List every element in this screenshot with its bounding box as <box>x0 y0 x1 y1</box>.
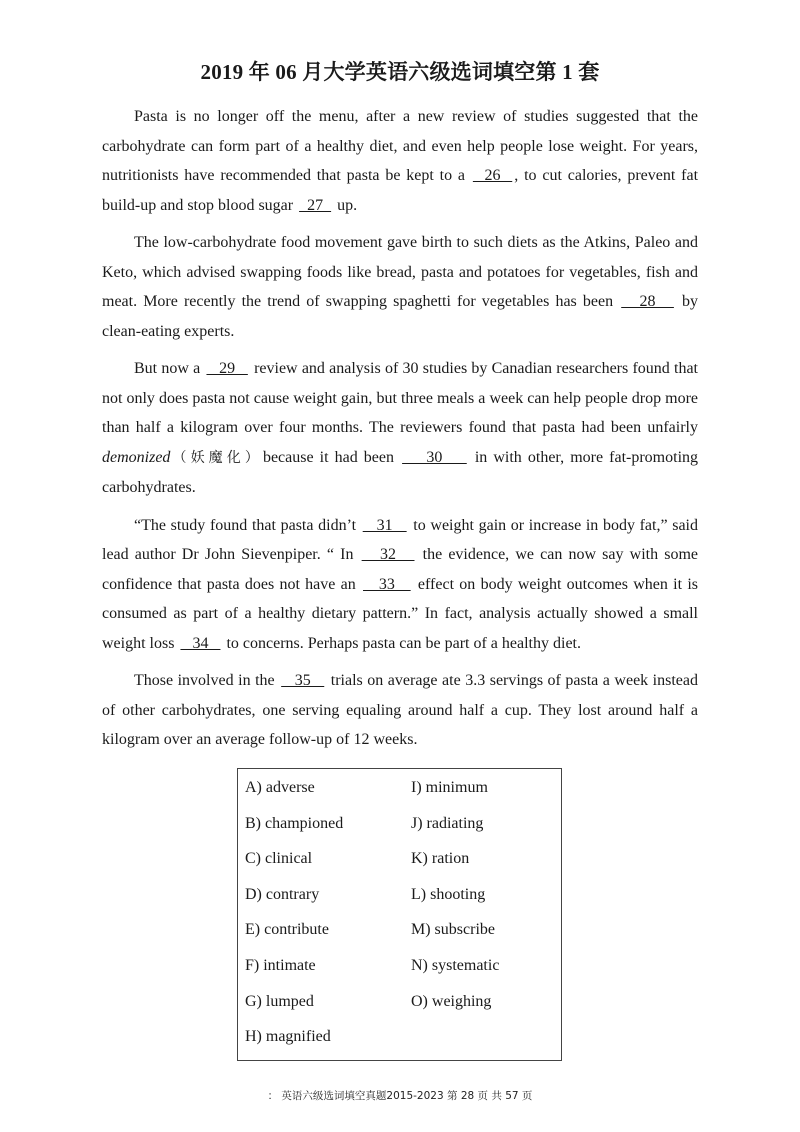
blank-30: 30 <box>402 448 467 466</box>
blank-34: 34 <box>180 634 221 652</box>
option-l: L) shooting <box>411 885 486 903</box>
paragraph-text: Pasta is no longer off the menu, after a new review of studies suggested that the carbohydrate can form part of a healthy diet, and even help people lose weight. For years, nutritionists have recommended that pasta be kept to a <box>102 108 698 184</box>
paragraph-text: by clean-eating experts. <box>102 293 699 340</box>
paragraph-3 <box>102 354 698 503</box>
page-footer: ： 英语六级选词填空真题2015-2023 第 28 页 共 57 页 <box>267 1090 533 1102</box>
paragraph-1 <box>102 102 698 220</box>
option-e: E) contribute <box>245 921 329 939</box>
paragraph-text: effect on body weight outcomes when it is consumed as part of a healthy dietary pattern.” In fact, analysis actually showed a small weight loss <box>102 575 699 652</box>
paragraph-4 <box>102 511 698 659</box>
word-bank <box>237 768 562 1061</box>
option-n: N) systematic <box>411 956 500 974</box>
option-i: I) minimum <box>411 779 488 796</box>
option-o: O) weighing <box>411 992 492 1010</box>
paragraph-text: Those involved in the <box>134 672 280 689</box>
paragraph-text: because it had been <box>262 448 401 466</box>
option-k: K) ration <box>411 850 470 868</box>
blank-26: 26 <box>472 167 513 184</box>
paragraph-5 <box>102 666 698 755</box>
option-j: J) radiating <box>411 814 484 832</box>
word-bank-right-column <box>411 777 499 1026</box>
option-m: M) subscribe <box>411 921 495 939</box>
paragraph-text: But now a <box>134 360 205 377</box>
paragraph-text: review and analysis of 30 studies by Canadian researchers found that not only does pasta not cause weight gain, but three meals a week can help people drop more than half a kilogram over four months. The reviewers found that pasta had been unfairly <box>102 360 699 436</box>
option-f: F) intimate <box>245 956 316 974</box>
option-g: G) lumped <box>245 992 314 1010</box>
paragraph-text: up. <box>333 196 358 214</box>
option-a: A) adverse <box>245 779 315 796</box>
paragraph-text: The low-carbohydrate food movement gave birth to such diets as the Atkins, Paleo and Keto, which advised swapping foods like bread, pasta and potatoes for vegetables, fish and meat. More recently the trend of swapping spaghetti for vegetables has been <box>102 234 698 310</box>
italic-term: demonized <box>102 448 171 466</box>
chinese-gloss: （妖魔化） <box>170 449 263 466</box>
paragraph-text: “The study found that pasta didn’t <box>134 516 361 534</box>
blank-35: 35 <box>281 672 325 689</box>
paragraph-text: trials on average ate 3.3 servings of pasta a week instead of other carbohydrates, one serving equaling around half a cup. They lost around half a kilogram over an average follow-up of 12 weeks. <box>102 672 698 748</box>
paragraph-text: the evidence, we can now say with some confidence that pasta does not have an <box>102 546 699 593</box>
blank-27: 27 <box>299 196 332 214</box>
option-b: B) championed <box>245 814 344 832</box>
paragraph-text: to weight gain or increase in body fat,” said lead author Dr John Sievenpiper. “ In <box>102 516 699 563</box>
blank-29: 29 <box>206 360 248 377</box>
blank-31: 31 <box>362 516 407 534</box>
blank-33: 33 <box>363 575 411 593</box>
option-h: H) magnified <box>245 1028 331 1046</box>
paragraph-text: in with other, more fat-promoting carbohydrates. <box>102 448 699 496</box>
option-d: D) contrary <box>245 885 320 903</box>
paragraph-text: to concerns. Perhaps pasta can be part of a healthy diet. <box>222 634 581 652</box>
blank-32: 32 <box>361 546 415 563</box>
page-title: 2019 年 06 月大学英语六级选词填空第 1 套 <box>200 60 600 84</box>
word-bank-left-column <box>245 777 343 1062</box>
blank-28: 28 <box>621 293 674 310</box>
passage <box>102 102 698 763</box>
option-c: C) clinical <box>245 850 313 868</box>
paragraph-text: , to cut calories, prevent fat build-up and stop blood sugar <box>102 167 699 214</box>
paragraph-2 <box>102 228 698 346</box>
